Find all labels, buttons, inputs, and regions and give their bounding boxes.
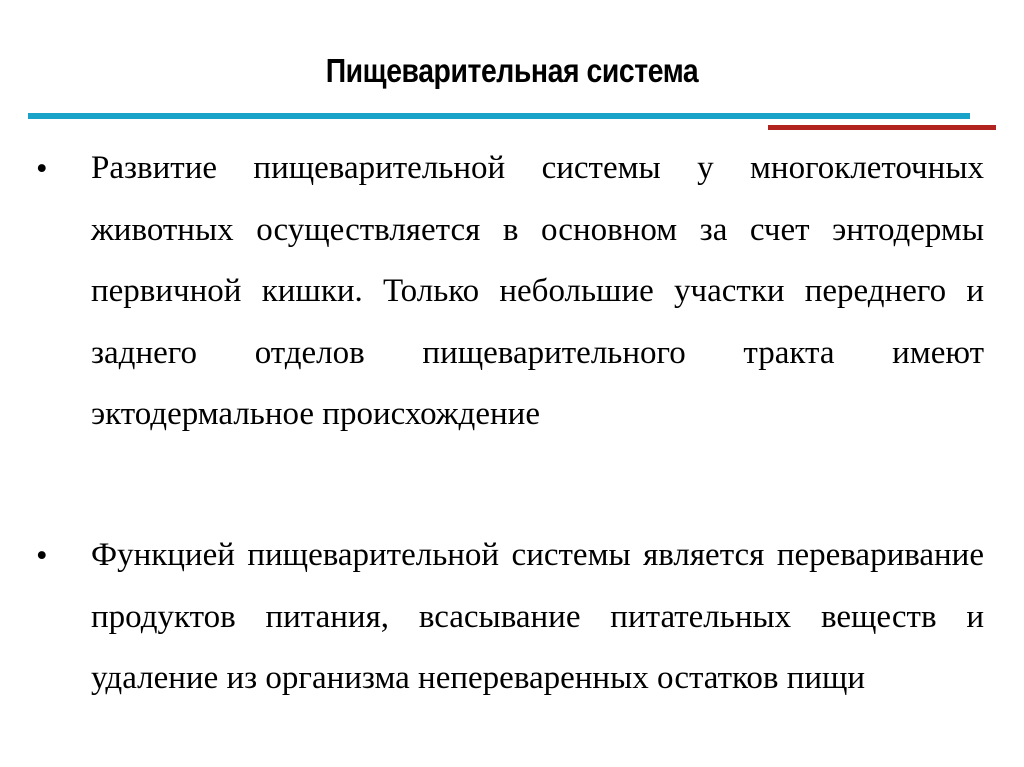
bullet-text: Развитие пищеварительной системы у многоклеточных животных осуществляется в основном за счет энтодермы первичной кишки. Только небольшие участки переднего и заднего отделов пищеварительного тракта имеют эктодермальное происхождение	[91, 150, 984, 432]
slide-title: Пищеварительная система	[325, 52, 699, 89]
bullet-text: Функцией пищеварительной системы является переваривание продуктов питания, всасывание питательных веществ и удаление из организма непереваренных остатков пищи	[91, 537, 984, 696]
bullet-icon: •	[36, 151, 48, 187]
bullet-icon: •	[36, 538, 48, 574]
